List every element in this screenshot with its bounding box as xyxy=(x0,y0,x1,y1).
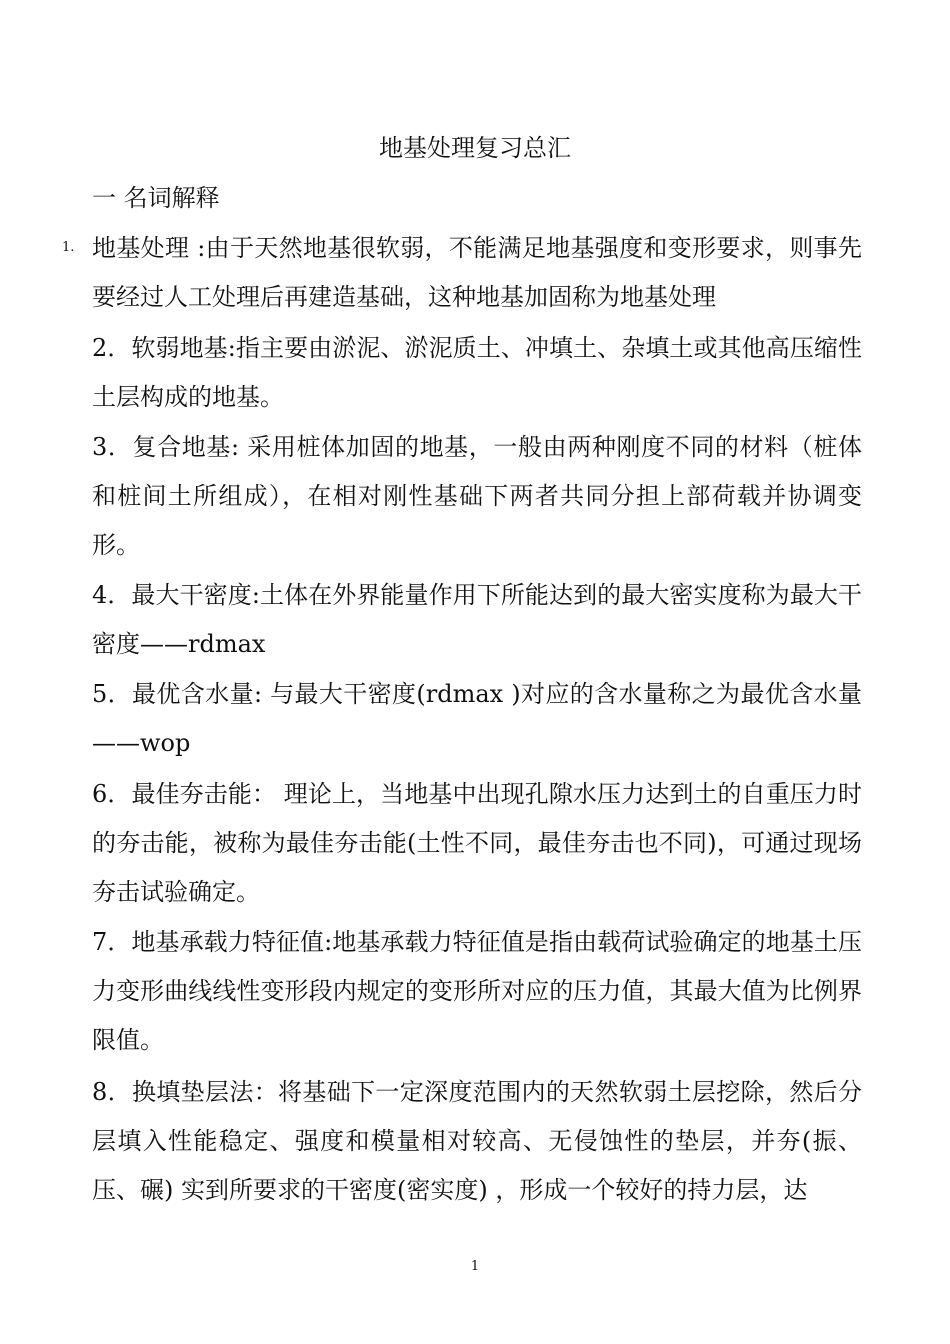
list-item: 2．软弱地基:指主要由淤泥、淤泥质土、冲填土、杂填土或其他高压缩性土层构成的地基。 xyxy=(92,334,862,411)
document-title: 地基处理复习总汇 xyxy=(379,134,571,162)
list-number-marker: 1. xyxy=(62,240,75,255)
list-item: 3．复合地基: 采用桩体加固的地基，一般由两种刚度不同的材料（桩体和桩间土所组成），在相对刚性基础下两者共同分担上部荷载并协调变形。 xyxy=(92,433,862,559)
page-number: 1 xyxy=(470,1259,480,1274)
section-heading: 一 名词解释 xyxy=(92,184,220,212)
list-item: 8．换填垫层法：将基础下一定深度范围内的天然软弱土层挖除，然后分层填入性能稳定、强度和模量相对较高、无侵蚀性的垫层，并夯(振、压、碾) 实到所要求的干密度(密实度) ，形成一个较好的持力层，达 xyxy=(92,1078,862,1204)
list-item: 5．最优含水量: 与最大干密度(rdmax )对应的含水量称之为最优含水量——wop xyxy=(92,680,862,757)
list-item: 地基处理 :由于天然地基很软弱，不能满足地基强度和变形要求，则事先要经过人工处理后再建造基础，这种地基加固称为地基处理 xyxy=(92,234,862,311)
list-item: 6．最佳夯击能： 理论上，当地基中出现孔隙水压力达到土的自重压力时的夯击能，被称为最佳夯击能(土性不同，最佳夯击也不同)，可通过现场夯击试验确定。 xyxy=(92,780,862,906)
list-item: 4．最大干密度:土体在外界能量作用下所能达到的最大密实度称为最大干密度——rdmax xyxy=(92,581,862,658)
list-item: 7．地基承载力特征值:地基承载力特征值是指由载荷试验确定的地基土压力变形曲线线性变形段内规定的变形所对应的压力值，其最大值为比例界限值。 xyxy=(92,928,862,1054)
